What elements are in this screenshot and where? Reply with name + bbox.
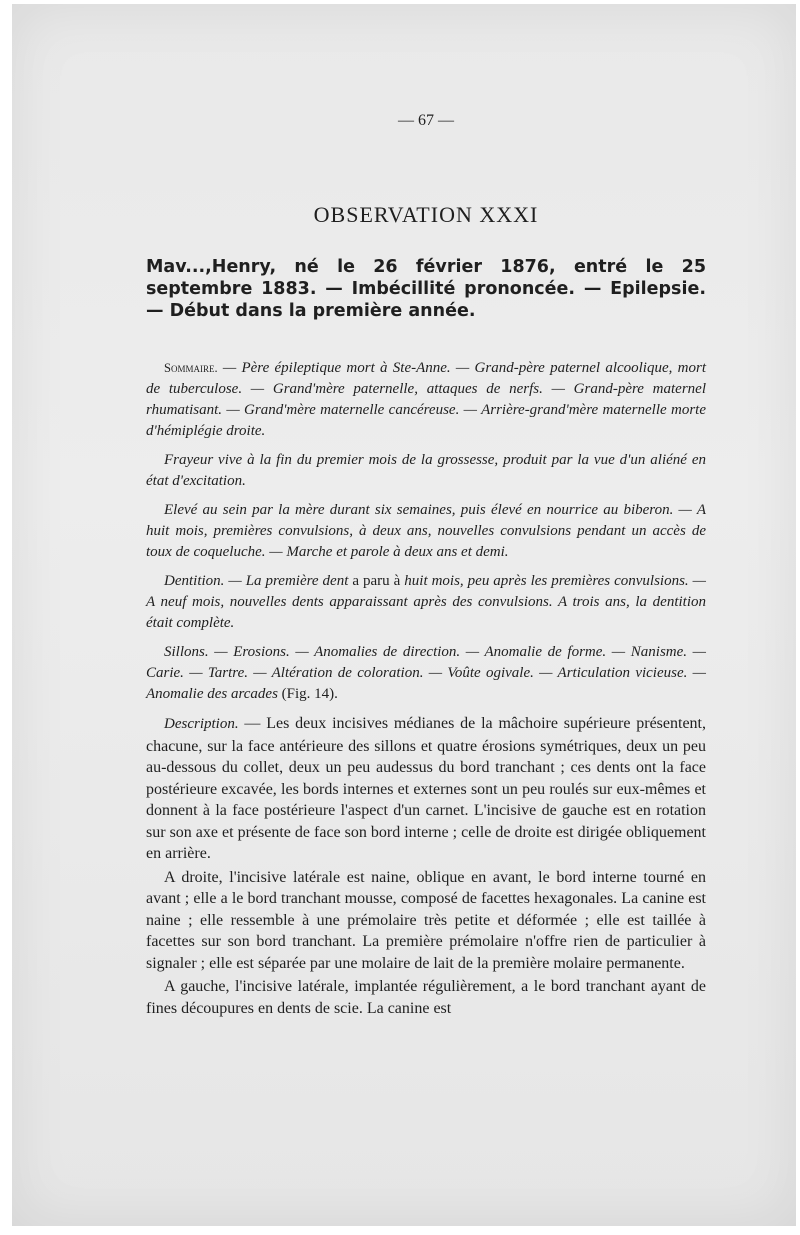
- droite-paragraph: A droite, l'incisive latérale est naine, oblique en avant, le bord interne tourné en avant ; elle a le bord tranchant mousse, composé de facettes hexagonales. La canine est naine ; elle ressemble à une prémolaire très petite et déformée ; elle est taillée à facettes sur son bord tranchant. La première prémolaire n'offre rien de particulier à signaler ; elle est séparée par une molaire de lait de la première molaire permanente.: [146, 868, 706, 972]
- dentition-text-a: Dentition. — La première dent: [164, 573, 353, 589]
- sommaire-label: Sommaire.: [164, 361, 218, 375]
- figure-reference: (Fig. 14).: [281, 686, 338, 702]
- description-lead: Description.: [164, 716, 239, 732]
- page-content: [146, 112, 706, 1021]
- dentition-text-c: huit mois, peu après les premières convulsions. — A neuf mois, nouvelles dents apparaissant après des convulsions. A trois ans, la dentition était complète.: [146, 573, 706, 631]
- dentition-text-b: a paru à: [352, 573, 401, 589]
- gauche-paragraph: A gauche, l'incisive latérale, implantée régulièrement, a le bord tranchant ayant de fines découpures en dents de scie. La canine est: [146, 978, 706, 1017]
- eleve-paragraph: Elevé au sein par la mère durant six semaines, puis élevé en nourrice au biberon. — A huit mois, premières convulsions, à deux ans, nouvelles convulsions pendant un accès de toux de coqueluche. — Marche et parole à deux ans et demi.: [146, 502, 706, 560]
- sillons-paragraph: [146, 642, 706, 705]
- observation-title: OBSERVATION XXXI: [313, 202, 539, 227]
- page-sheet: [12, 4, 796, 1226]
- page-number: — 67 —: [398, 112, 454, 129]
- description-text: — Les deux incisives médianes de la mâchoire supérieure présentent, chacune, sur la face antérieure des sillons et quatre érosions symétriques, deux un peu au-dessous du collet, deux un peu audessus du bord tranchant ; ces dents ont la face postérieure excavée, les bords internes et externes sont un peu roulés sur eux-mêmes et donnent à la face postérieure l'aspect d'un carnet. L'incisive de gauche est en rotation sur son axe et présente de face son bord interne ; celle de droite est dirigée obliquement en arrière.: [146, 715, 706, 862]
- frayeur-paragraph: Frayeur vive à la fin du premier mois de la grossesse, produit par la vue d'un aliéné en état d'excitation.: [146, 452, 706, 489]
- sillons-text: Sillons. — Erosions. — Anomalies de direction. — Anomalie de forme. — Nanisme. — Carie. — Tartre. — Altération de coloration. — Voûte ogivale. — Articulation vicieuse. — Anomalie des arcades: [146, 644, 706, 702]
- sommaire-text: — Père épileptique mort à Ste-Anne. — Grand-père paternel alcoolique, mort de tuberculose. — Grand'mère paternelle, attaques de nerfs. — Grand-père maternel rhumatisant. — Grand'mère maternelle cancéreuse. — Arrière-grand'mère maternelle morte d'hémiplégie droite.: [146, 360, 706, 439]
- case-headline: Mav...,Henry, né le 26 février 1876, entré le 25 septembre 1883. — Imbécillité prononcée. — Epilepsie. — Début dans la première année.: [146, 257, 706, 321]
- sommaire-paragraph: [146, 358, 706, 442]
- dentition-paragraph: [146, 571, 706, 634]
- description-paragraph: [146, 713, 706, 865]
